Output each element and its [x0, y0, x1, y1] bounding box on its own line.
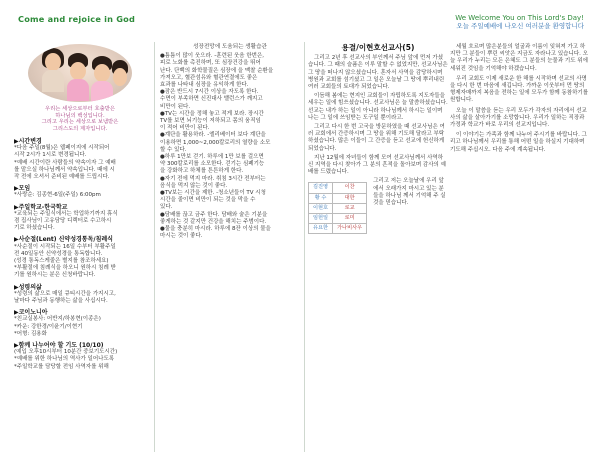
section-line: *다음 주일(8월)은 웹페이지에 시작되어 — [14, 145, 110, 152]
tip-line: ●잠은 반드시 7시간 이상을 자도록 한다. — [160, 89, 259, 96]
section-line: *사순절이 시작되는 16일 수부터 부활주일 — [14, 243, 116, 250]
section-line: 작 전에 오셔서 준비된 예배를 드립시다. — [14, 174, 110, 181]
section-line: 전 40일동안 신약성경을 통독합니다. — [14, 250, 103, 257]
roster-cell: 대한 — [333, 193, 367, 203]
section-line: 기를 원하시는 분은 신청바랍니다. — [14, 272, 96, 279]
roster-row — [309, 193, 367, 203]
story-continued-column — [450, 44, 590, 157]
family-photo — [28, 44, 132, 102]
section-line: 를 맡으실 하나님께서 약속입니다. 때에 시 — [14, 166, 115, 173]
column-divider — [154, 42, 155, 452]
person-face — [113, 68, 127, 86]
tip-line: 수면이 부족하면 신진대사 밸런스가 깨지고 — [160, 96, 263, 103]
section-line: 기로 하셨습니다. — [14, 225, 55, 232]
section-title: ▶성령의삶 — [14, 283, 42, 291]
story-paragraph: 그리고 다시 한 번 고국을 방문하였을 때 선교사님은 여러 교회에서 간증하시며 그 땅을 위해 기도해 달라고 부탁하셨습니다. 많은 이들이 그 간증을 듣고 선교에 헌신하게 되었습니다. — [308, 124, 445, 152]
roster-cell: 로교 — [333, 203, 367, 213]
section-title: ▶모임 — [14, 185, 31, 193]
tip-line: 피로 노화를 촉진하며, 또 심장건강을 뛰어 — [160, 60, 261, 67]
roster-row — [309, 214, 367, 224]
story-paragraph: 그리고 2년 후 선교사의 부인께서 주님 앞에 먼저 가셨습니다. 그 때의 슬픔은 이루 말할 수 없었지만, 선교사님은 그 땅을 떠나지 않으셨습니다. 혼자서 사역을 감당하시며 병원과 교회를 섬기셨고 그 일은 오늘날 그 땅에 뿌리내린 여러 교회들의 토대가 되었습니다. — [308, 55, 448, 91]
health-tips-heading: 성장전망에 도움되는 생활습관 — [193, 44, 267, 50]
tip-line: ●담배를 끊고 금주 한다. 담배와 술은 기분을 — [160, 211, 268, 218]
column-divider — [304, 42, 305, 452]
tip-line: 약 300칼로리를 소모한다. 걷기는 심폐기능 — [160, 161, 265, 168]
section-line: *교육되는 주일식에서는 학업하기까지 휴식 — [14, 210, 118, 217]
tip-line: 이용하면 1,000~2,000칼로리의 열량을 소모 — [160, 139, 271, 146]
person-face — [94, 64, 110, 82]
roster-row — [309, 183, 367, 193]
header-welcome — [455, 14, 584, 30]
announcements-column — [14, 44, 146, 371]
section-line: (성경 통독스케줄은 별지를 참조하세요) — [14, 258, 109, 265]
section-line: *카운: 강한경/이윤기/이현기 — [14, 323, 83, 330]
roster-cell: 가나비사우 — [333, 224, 367, 234]
story-paragraph: 오늘 이 말씀을 듣는 우리 모두가 각자의 자리에서 선교사의 삶을 살아가기를 소망합니다. 우리가 일하는 직장과 가정과 학교가 바로 우리의 선교지입니다. — [450, 107, 587, 129]
story-paragraph: 우리 교회도 이제 새로운 한 해를 시작하며 선교의 사명을 다시 한 번 마음에 새깁니다. 가까운 이웃부터 먼 땅의 형제자매까지 복음을 전하는 일에 모두가 함께 동참하기를 원합니다. — [450, 75, 589, 104]
story-body — [308, 55, 448, 176]
tip-line: 을 강화하고 하체를 튼튼하게 한다. — [160, 168, 244, 175]
story-paragraph: 세월 흐르며 많은분들의 얼굴과 이름이 잊혀져 가고 하지만 그 분들이 뿌린 씨앗은 지금도 자라나고 있습니다. 오늘 우리가 누리는 모든 은혜도 그 분들의 눈물과 기도 위에 세워진 것임을 기억해야 하겠습니다. — [450, 44, 588, 72]
health-tips-body — [160, 53, 300, 240]
section-line: 날마다 주님과 동행하는 삶을 사십시다. — [14, 298, 108, 305]
story-paragraph: 이듬해 봄에는 현지인 교회들이 자립하도록 지도자들을 세우는 일에 힘쓰셨습니다. 선교사님은 늘 말씀하셨습니다. 선교는 내가 하는 일이 아니라 하나님께서 하시는 일이며 나는 그 일에 쓰임받는 도구일 뿐이라고. — [308, 93, 448, 121]
tip-line: 좋게하는 것 같지만 건강을 해치는 주범이다. — [160, 218, 267, 225]
section-title: ▶주일학교-한국학교 — [14, 203, 68, 211]
tip-line: ●계단을 활용하라. -엘리베이터 보다 계단을 — [160, 132, 266, 139]
section-line: 겸 집사님이 고유담당 디렉터로 수고하시 — [14, 218, 112, 225]
missionary-story-column — [308, 44, 448, 234]
person-shirt — [42, 70, 64, 92]
story-title: 용결/이현호선교사(5) — [341, 43, 415, 52]
story-paragraph: 지난 12월에 자녀들이 함께 모여 선교사님께서 사역하신 지역을 다시 찾아가 그 분의 흔적을 돌아보며 감사의 예배를 드렸습니다. — [308, 154, 446, 176]
roster-cell: 이찬 — [333, 183, 367, 193]
section-line: *예배 시간이란 사람들의 약속이자 그 예배 — [14, 159, 116, 166]
person-shirt — [67, 79, 89, 101]
tip-line: 이 적어 비만이 된다. — [160, 125, 210, 132]
section-line: 시작 2시가 1시로 변경됩니다. — [14, 152, 87, 159]
roster-cell: 황 수 — [309, 193, 333, 203]
tip-line: ●하루 1만보 걷기. 하루에 1만 보를 걸으면 — [160, 154, 264, 161]
person-face — [70, 62, 86, 80]
section-title: ▶사순절(Lent) 신약성경통독/침례식 — [14, 236, 113, 244]
roster-cell: 임헌일 — [309, 214, 333, 224]
roster-table — [308, 182, 367, 234]
section-line: *친교실봉사: 어반지/하봉현(이종은) — [14, 316, 101, 323]
welcome-korean: 오늘 주일예배에 나오신 여러분을 환영합니다 — [456, 22, 584, 30]
section-line: *부활절에 침례식을 하오니 원하시 침례 받 — [14, 265, 116, 272]
section-line: *주일학교를 담당할 전임 사역자를 위해 — [14, 363, 109, 370]
section-line: *성령의 삶으로 매일 큐티시간을 가지시고, — [14, 290, 116, 297]
tip-line: ●틈틈이 많이 웃으라. -훈련된 웃음 한번은, — [160, 53, 265, 60]
tip-line: 효과를 나타내 심장을 유익하게 한다. — [160, 82, 249, 89]
section-title: ▶코이노니아 — [14, 309, 48, 317]
tip-line: 시간을 줄이면 비만이 되는 것을 막을 수 — [160, 197, 256, 204]
story-continued-body — [450, 44, 590, 154]
section-line: *예배를 위한 하나님의 역사가 일어나도록 — [14, 356, 115, 363]
person-shirt — [91, 81, 113, 102]
tip-line: 마시는 것이 좋다. — [160, 233, 203, 240]
health-tips-column — [160, 44, 300, 240]
section-line: *어형: 김용화 — [14, 330, 47, 337]
roster-note: 그리고 저는 오늘날에 우리 앞에서 오래가지 마시고 있는 분들을 하나님 께서 기억해 주 실것을 믿습니다. — [373, 178, 446, 207]
roster-row — [309, 203, 367, 213]
section-title: ▶시간변경 — [14, 138, 42, 145]
tip-line: TV를 보면 뇌기능이 저하되고 몸의 움직임 — [160, 118, 261, 125]
roster-row — [309, 224, 367, 234]
section-line: (예입 오후10시부터 10분간 중보기도시간) — [14, 349, 118, 356]
story-paragraph: 이 이야기는 가족과 함께 나누어 주시기를 바랍니다. 그리고 하나님께서 우리를 통해 어떤 일을 하실지 기대하며 기도해 주십시오. 다음 주에 계속됩니다. — [450, 132, 587, 153]
tip-line: ●TV는 시간을 정해 놓고 적게 보라. 장시간 — [160, 110, 264, 117]
welcome-english: We Welcome You on This Lord's Day! — [455, 14, 584, 22]
tip-line: 난다. 단백의 화학물질은 심장에 을 맥찰 순환을 — [160, 67, 274, 74]
tip-line: 가져오고, 혈관섬유와 혈관연결에도 좋은 — [160, 74, 258, 81]
roster-cell: 유요한 — [309, 224, 333, 234]
tip-line: ●자기 전에 먹지 마라. 취침 3시간 전부터는 — [160, 175, 266, 182]
announcement-sections — [14, 138, 146, 371]
tip-line: 있다. — [160, 204, 173, 211]
section-title: ▶함께 나누어야 할 기도 (10/10) — [14, 342, 104, 350]
roster-cell: 김진영 — [309, 183, 333, 193]
photo-caption: 우리는 세상으로부터 호출받은 하나님의 백성입니다. 그리고 우리는 세상으로 보냄받은 그리스도의 제자입니다. — [41, 106, 119, 132]
roster-cell: 로미 — [333, 214, 367, 224]
tip-line: ●물을 충분히 마시라. 하루에 8잔 이상의 물을 — [160, 226, 271, 233]
section-line: *사랑순: 김종현-6일(주일) 6:00pm — [14, 192, 101, 199]
tip-line: ●TV보는 시간을 제한. -청소년들이 TV 시청 — [160, 190, 266, 197]
tip-line: 음식을 먹지 않는 것이 좋다. — [160, 182, 228, 189]
roster-cell: 이현호 — [309, 203, 333, 213]
tip-line: 할 수 있다. — [160, 146, 187, 153]
person-face — [45, 53, 61, 71]
header-left-title: Come and rejoice in God — [18, 14, 136, 24]
tip-line: 비만이 된다. — [160, 103, 191, 110]
